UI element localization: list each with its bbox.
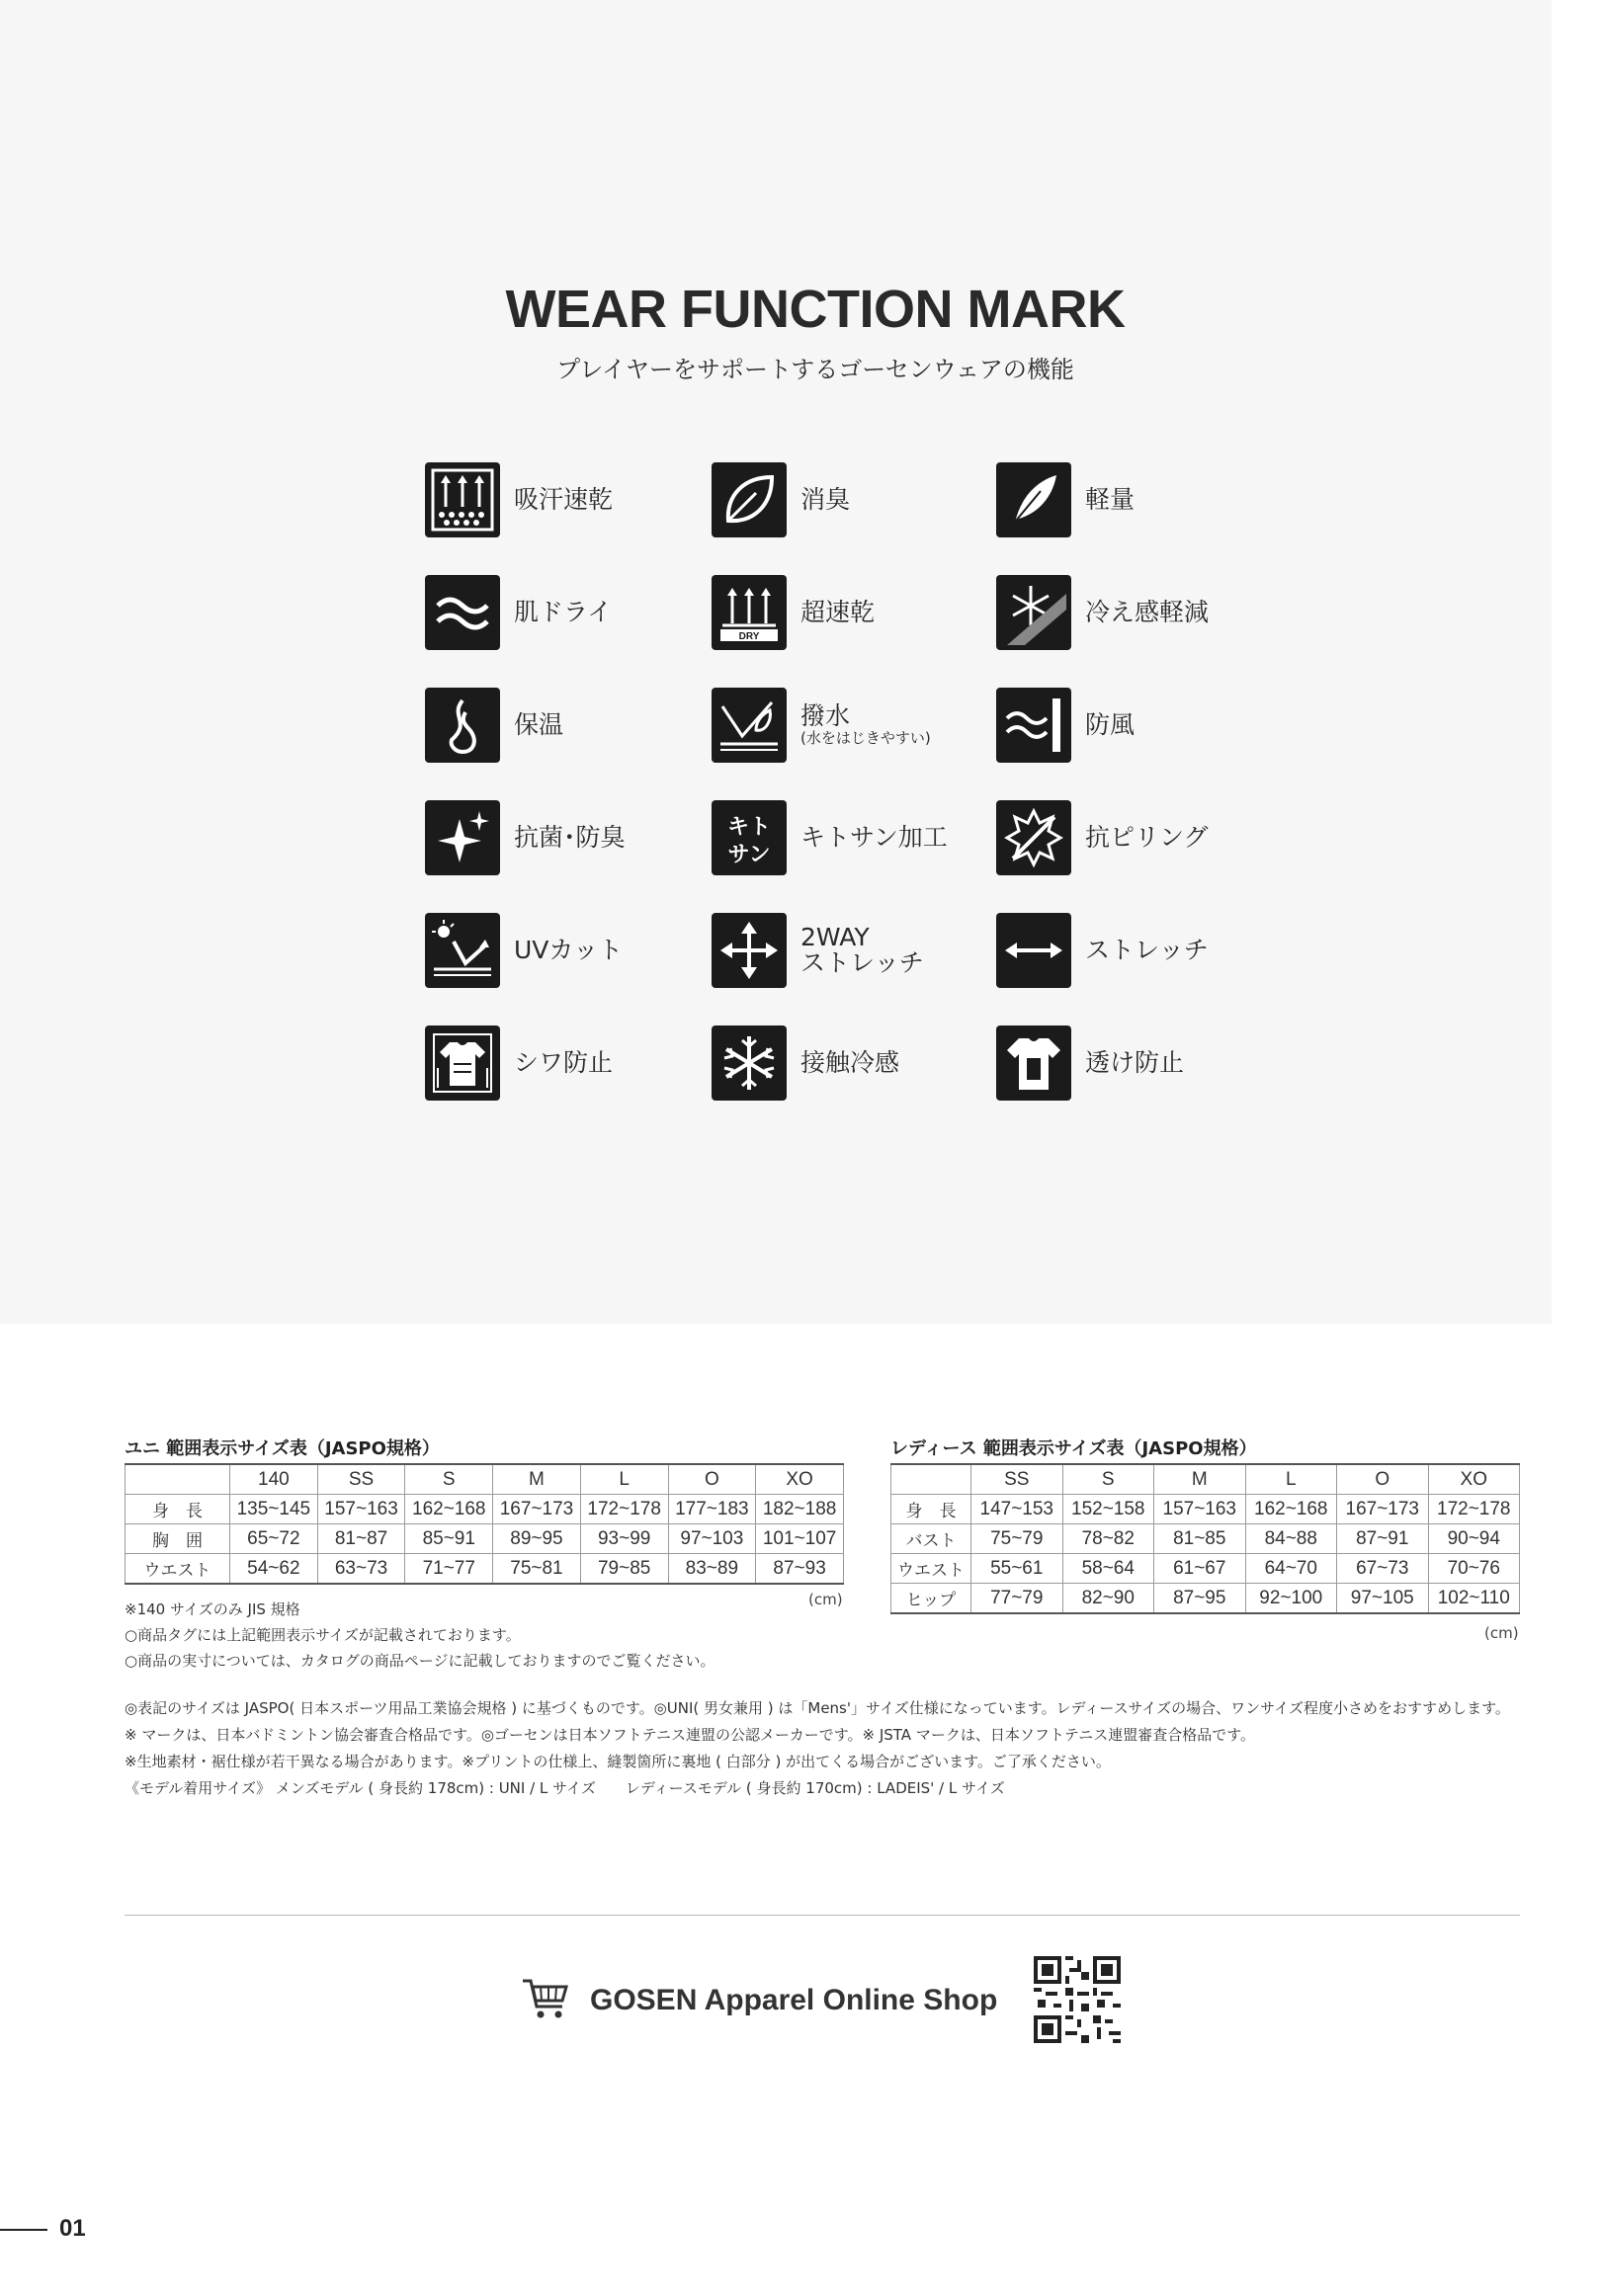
mark-stretch [996,911,1209,990]
mark-kitosan [712,798,948,877]
table-cell: 167~173 [1337,1495,1429,1524]
table-cell: 78~82 [1062,1524,1154,1554]
mark-uv-cut [425,911,623,990]
mark-label: ストレッチ [1085,935,1209,964]
table-cell: 87~95 [1154,1584,1246,1614]
table-cell: 81~87 [317,1524,405,1554]
uni-unit: (cm) [808,1591,843,1608]
column-header: O [1337,1464,1429,1495]
table-cell: 58~64 [1062,1554,1154,1584]
table-cell: 67~73 [1337,1554,1429,1584]
table-cell: 83~89 [668,1554,756,1585]
column-header: SS [971,1464,1063,1495]
dry-arrows-icon [712,575,787,650]
table-cell: 70~76 [1428,1554,1520,1584]
mark-label: 防風 [1085,709,1136,739]
sweat-absorb-icon [425,462,500,537]
column-header: L [1245,1464,1337,1495]
mark-label: 撥水 [800,701,851,730]
flame-icon [425,688,500,763]
svg-text:サン: サン [727,843,771,867]
divider [125,1915,1520,1916]
table-cell: 75~81 [493,1554,581,1585]
snowflake-icon [712,1025,787,1101]
mark-label: 肌ドライ [514,597,613,626]
mark-label: 軽量 [1085,484,1136,514]
mark-label: 消臭 [800,484,851,514]
mark-windproof [996,686,1135,765]
mark-label: シワ防止 [514,1047,614,1077]
table-cell: 172~178 [1428,1495,1520,1524]
table-cell: 87~91 [1337,1524,1429,1554]
table-cell: 177~183 [668,1495,756,1524]
mark-contact-cool [712,1024,899,1103]
wave-icon [425,575,500,650]
table-cell: 71~77 [405,1554,493,1585]
mark-heat-retention [425,686,563,765]
page-number-rule [0,2229,47,2231]
two-way-stretch-icon [712,913,787,988]
mark-see-through-prevention [996,1024,1184,1103]
mark-label: 保温 [514,709,564,739]
ladies-size-table [890,1463,1520,1614]
table-row [126,1495,844,1524]
table-cell: 167~173 [493,1495,581,1524]
mark-wrinkle-free [425,1024,613,1103]
mark-label: 透け防止 [1085,1047,1185,1077]
table-cell: 102~110 [1428,1584,1520,1614]
table-row [126,1554,844,1585]
row-label: 身 長 [891,1495,971,1524]
table-cell: 89~95 [493,1524,581,1554]
column-header: XO [756,1464,844,1495]
stretch-arrow-icon [996,913,1071,988]
table-cell: 87~93 [756,1554,844,1585]
sparkle-icon [425,800,500,875]
footnote: ※生地素材・裾仕様が若干異なる場合があります。※プリントの仕様上、縫製箇所に裏地 ( 白部分 ) が出てくる場合がございます。ご了承ください。 [125,1753,1111,1770]
table-cell: 97~103 [668,1524,756,1554]
table-row [126,1524,844,1554]
mark-label-2: ストレッチ [800,948,924,977]
column-header: S [1062,1464,1154,1495]
mark-chill-reduction [996,573,1209,652]
mark-label: 抗菌･防臭 [514,822,626,852]
mark-super-quick-dry [712,573,875,652]
table-row [891,1524,1520,1554]
column-header: M [493,1464,581,1495]
table-cell: 54~62 [230,1554,318,1585]
table-cell: 63~73 [317,1554,405,1585]
page-number-text: 01 [59,2215,86,2242]
svg-text:DRY: DRY [738,631,760,642]
uni-note: ○商品タグには上記範囲表示サイズが記載されております。 [125,1626,521,1644]
mark-label: キトサン加工 [800,822,948,852]
page-title: WEAR FUNCTION MARK [505,280,1126,339]
table-cell: 65~72 [230,1524,318,1554]
table-cell: 82~90 [1062,1584,1154,1614]
table-cell: 101~107 [756,1524,844,1554]
uv-cut-icon [425,913,500,988]
svg-text:キト: キト [726,815,772,840]
footnote: 《モデル着用サイズ》 メンズモデル ( 身長約 178cm) : UNI / L サイズ レディースモデル ( 身長約 170cm) : LADEIS' / L サイズ [125,1779,1005,1797]
table-cell: 152~158 [1062,1495,1154,1524]
snowflake-slash-icon [996,575,1071,650]
mark-2way-stretch [712,911,924,990]
anti-pilling-icon [996,800,1071,875]
function-mark-grid [425,460,1275,1103]
uni-table-title: ユニ 範囲表示サイズ表（JASPO規格） [125,1438,440,1459]
mark-deodorant [712,460,850,539]
mark-label: 冷え感軽減 [1085,597,1210,626]
row-label: 身 長 [126,1495,230,1524]
column-header: XO [1428,1464,1520,1495]
table-corner [891,1464,971,1495]
feather-icon [996,462,1071,537]
row-label: ウエスト [891,1554,971,1584]
online-shop-label: GOSEN Apparel Online Shop [590,1984,998,2016]
mark-label: 接触冷感 [800,1047,900,1077]
mark-skin-dry [425,573,612,652]
table-cell: 55~61 [971,1554,1063,1584]
table-cell: 135~145 [230,1495,318,1524]
table-cell: 162~168 [1245,1495,1337,1524]
table-cell: 79~85 [580,1554,668,1585]
mark-water-repellent [712,686,931,765]
row-label: ウエスト [126,1554,230,1585]
mark-sweat-absorb [425,460,613,539]
table-cell: 90~94 [1428,1524,1520,1554]
wind-block-icon [996,688,1071,763]
column-header: L [580,1464,668,1495]
table-cell: 92~100 [1245,1584,1337,1614]
uni-note: ○商品の実寸については、カタログの商品ページに記載しておりますのでご覧ください。 [125,1652,715,1670]
mark-sublabel: (水をはじきやすい) [800,729,931,748]
mark-label: 超速乾 [800,597,876,626]
ladies-table-title: レディース 範囲表示サイズ表（JASPO規格） [890,1438,1257,1459]
table-cell: 84~88 [1245,1524,1337,1554]
leaf-icon [712,462,787,537]
qr-code[interactable] [1034,1956,1121,2043]
mark-lightweight [996,460,1135,539]
table-cell: 77~79 [971,1584,1063,1614]
mark-label: 吸汗速乾 [514,484,614,514]
mark-label: 抗ピリング [1085,822,1209,852]
table-cell: 75~79 [971,1524,1063,1554]
footnote: ※ マークは、日本バドミントン協会審査合格品です。◎ゴーセンは日本ソフトテニス連盟の公認メーカーです。※ JSTA マークは、日本ソフトテニス連盟審査合格品です。 [125,1726,1256,1744]
kitosan-icon [712,800,787,875]
uni-size-table [125,1463,844,1585]
cart-icon [521,1977,570,2024]
table-cell: 93~99 [580,1524,668,1554]
wrinkle-shirt-icon [425,1025,500,1101]
footnote: ◎表記のサイズは JASPO( 日本スポーツ用品工業協会規格 ) に基づくものです。◎UNI( 男女兼用 ) は「Mens'」サイズ仕様になっています。レディースサイズの場合、ワンサイズ程度小さめをおすすめします。 [125,1699,1510,1717]
uni-note: ※140 サイズのみ JIS 規格 [125,1600,300,1618]
page-subtitle: プレイヤーをサポートするゴーセンウェアの機能 [556,356,1074,383]
online-shop-link[interactable] [521,1971,997,2030]
column-header: M [1154,1464,1246,1495]
table-cell: 61~67 [1154,1554,1246,1584]
column-header: SS [317,1464,405,1495]
table-cell: 182~188 [756,1495,844,1524]
page-number [0,2215,86,2243]
table-cell: 162~168 [405,1495,493,1524]
mark-label: 2WAY [800,922,870,951]
row-label: 胸 囲 [126,1524,230,1554]
table-cell: 85~91 [405,1524,493,1554]
mark-antibacterial [425,798,626,877]
row-label: ヒップ [891,1584,971,1614]
table-cell: 147~153 [971,1495,1063,1524]
column-header: 140 [230,1464,318,1495]
water-repel-icon [712,688,787,763]
table-cell: 64~70 [1245,1554,1337,1584]
table-cell: 81~85 [1154,1524,1246,1554]
table-cell: 157~163 [317,1495,405,1524]
table-cell: 97~105 [1337,1584,1429,1614]
mark-anti-pilling [996,798,1209,877]
table-cell: 157~163 [1154,1495,1246,1524]
see-through-shirt-icon [996,1025,1071,1101]
table-row [891,1554,1520,1584]
row-label: バスト [891,1524,971,1554]
table-corner [126,1464,230,1495]
table-row [891,1495,1520,1524]
table-row [891,1584,1520,1614]
table-cell: 172~178 [580,1495,668,1524]
ladies-unit: (cm) [1484,1624,1519,1642]
column-header: S [405,1464,493,1495]
column-header: O [668,1464,756,1495]
mark-label: UVカット [514,935,624,964]
